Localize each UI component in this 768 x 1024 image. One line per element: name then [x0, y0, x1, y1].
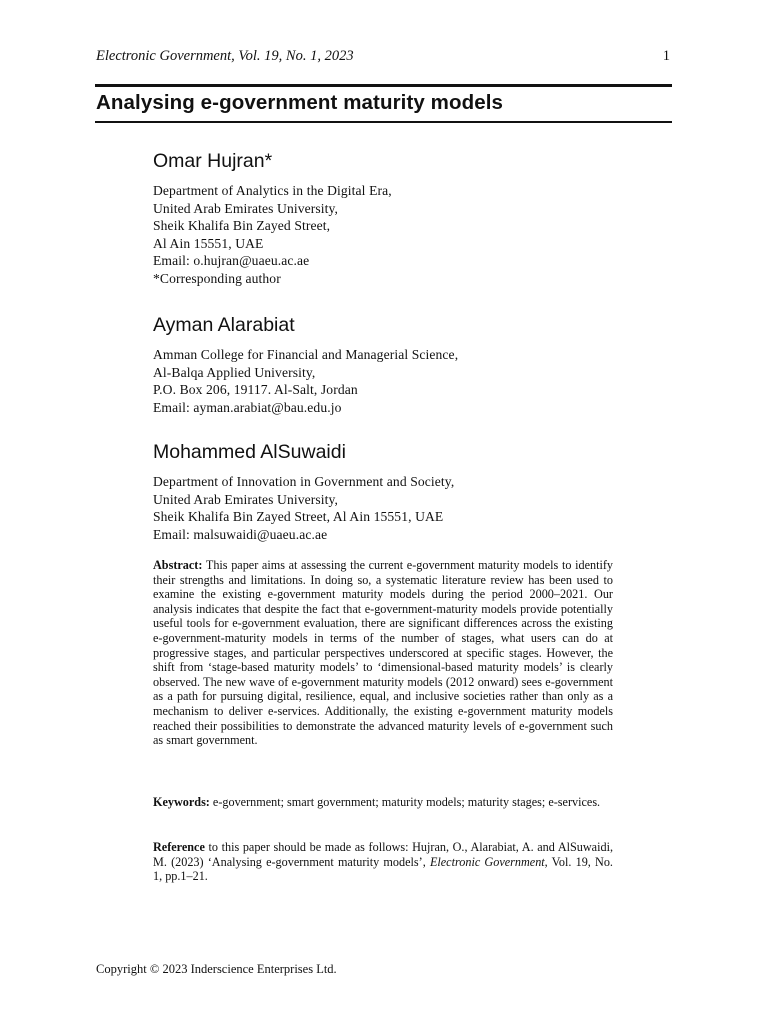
affiliation-line: Department of Analytics in the Digital Era, [153, 183, 392, 198]
author-name: Omar Hujran* [153, 150, 273, 172]
abstract-label: Abstract: [153, 558, 203, 572]
keywords [153, 795, 613, 810]
affiliation-line: Al Ain 15551, UAE [153, 235, 264, 251]
reference-details: , Vol. 19, No. 1, pp.1–21. [153, 854, 613, 884]
reference-text: to this paper should be made as follows: Hujran, O., Alarabiat, A. and AlSuwaidi, M. (2023) ‘Analysing e-government maturity models’, [153, 840, 614, 869]
affiliation-line: Sheik Khalifa Bin Zayed Street, Al Ain 15551, UAE [153, 509, 444, 525]
abstract-text: This paper aims at assessing the current e-government maturity models to identify their strengths and limitations. In doing so, a systematic literature review has been used to examine the existing e-government maturity models during the period 2000–2021. Our analysis indicates that despite the fact that e-government-maturity models provide potentially useful tools for e-government evaluation, there are significant differences across the existing e-government-maturity models in terms of the number of stages, what users can do at progressive stages, and particular perspectives underscored at specific stages. However, the shift from ‘stage-based maturity models’ to ‘dimensional-based maturity models’ is clearly observed. The new wave of e-government maturity models (2012 onward) sees e-government as a path for pursuing digital, resilience, equal, and inclusive societies rather than only as a mechanism to deliver e-services. Additionally, the existing e-government maturity models reached their possibilities to demonstrate the advanced maturity levels of e-government such as smart government. [153, 558, 614, 748]
author-email: Email: malsuwaidi@uaeu.ac.ae [153, 526, 328, 542]
corresponding-author-note: *Corresponding author [153, 270, 281, 286]
journal-citation: Electronic Government, Vol. 19, No. 1, 2023 [96, 48, 354, 64]
author-name: Mohammed AlSuwaidi [153, 441, 346, 463]
citation-reference [153, 840, 613, 884]
author-email: Email: o.hujran@uaeu.ac.ae [153, 253, 310, 269]
page-number: 1 [662, 48, 670, 64]
affiliation-line: P.O. Box 206, 19117. Al-Salt, Jordan [153, 382, 358, 398]
abstract [153, 558, 613, 748]
author-email: Email: ayman.arabiat@bau.edu.jo [153, 399, 342, 415]
author-name: Ayman Alarabiat [153, 314, 295, 336]
affiliation-line: Department of Innovation in Government and Society, [153, 474, 455, 489]
reference-journal: Electronic Government [429, 854, 545, 869]
author-block [153, 313, 623, 416]
title-top-rule [95, 84, 672, 87]
running-header [96, 48, 672, 68]
affiliation-line: United Arab Emirates University, [153, 200, 339, 216]
affiliation-line: Amman College for Financial and Managerial Science, [153, 347, 459, 362]
copyright-notice: Copyright © 2023 Inderscience Enterprises Ltd. [96, 962, 337, 976]
author-block [153, 440, 623, 543]
title-bottom-rule [95, 121, 672, 123]
paper-title: Analysing e-government maturity models [96, 91, 504, 114]
author-block [153, 149, 623, 288]
affiliation-line: Al-Balqa Applied University, [153, 364, 316, 380]
keywords-label: Keywords: [153, 795, 210, 809]
reference-label: Reference [153, 840, 205, 854]
affiliation-line: Sheik Khalifa Bin Zayed Street, [153, 218, 331, 234]
keywords-text: e-government; smart government; maturity models; maturity stages; e-services. [212, 795, 601, 809]
affiliation-line: United Arab Emirates University, [153, 491, 339, 507]
